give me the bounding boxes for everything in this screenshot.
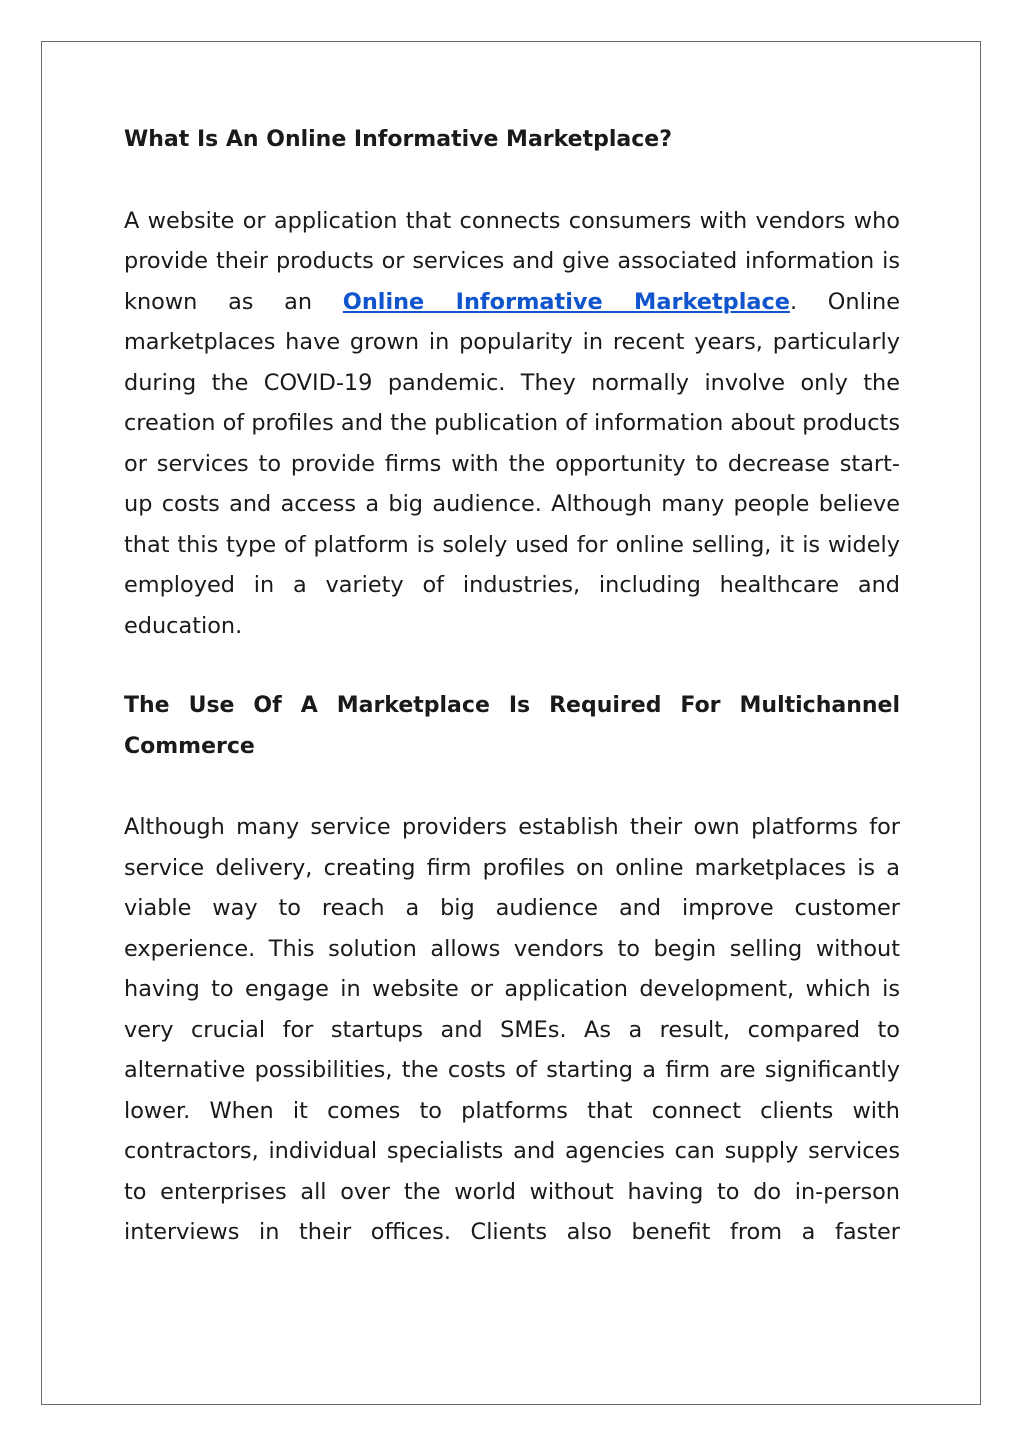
- paragraph-text-after-link: . Online marketplaces have grown in popularity in recent years, particularly during the COVID-19 pandemic. They normally involve only the creation of profiles and the publication of information about products or services to provide firms with the opportunity to decrease start-up costs and access a big audience. Although many people believe that this type of platform is solely used for online selling, it is widely employed in a variety of industries, including healthcare and education.: [124, 288, 901, 639]
- spacer: [124, 767, 900, 807]
- spacer: [124, 646, 900, 686]
- online-informative-marketplace-link[interactable]: Online Informative Marketplace: [342, 288, 790, 315]
- document-body: [124, 120, 900, 1253]
- spacer: [124, 161, 900, 201]
- section-heading-online-marketplace: What Is An Online Informative Marketplace?: [124, 127, 672, 152]
- paragraph-multichannel-commerce: Although many service providers establish their own platforms for service delivery, creating firm profiles on online marketplaces is a viable way to reach a big audience and improve customer experience. This solution allows vendors to begin selling without having to engage in website or application development, which is very crucial for startups and SMEs. As a result, compared to alternative possibilities, the costs of starting a firm are significantly lower. When it comes to platforms that connect clients with contractors, individual specialists and agencies can supply services to enterprises all over the world without having to do in-person interviews in their offices. Clients also benefit from a faster: [124, 814, 900, 1245]
- paragraph-text-before-link: A website or application that connects consumers with vendors who provide their products or services and give associated information is known as an: [124, 207, 900, 315]
- paragraph-online-marketplace: [124, 201, 900, 647]
- section-heading-multichannel-commerce: The Use Of A Marketplace Is Required For Multichannel Commerce: [124, 693, 900, 759]
